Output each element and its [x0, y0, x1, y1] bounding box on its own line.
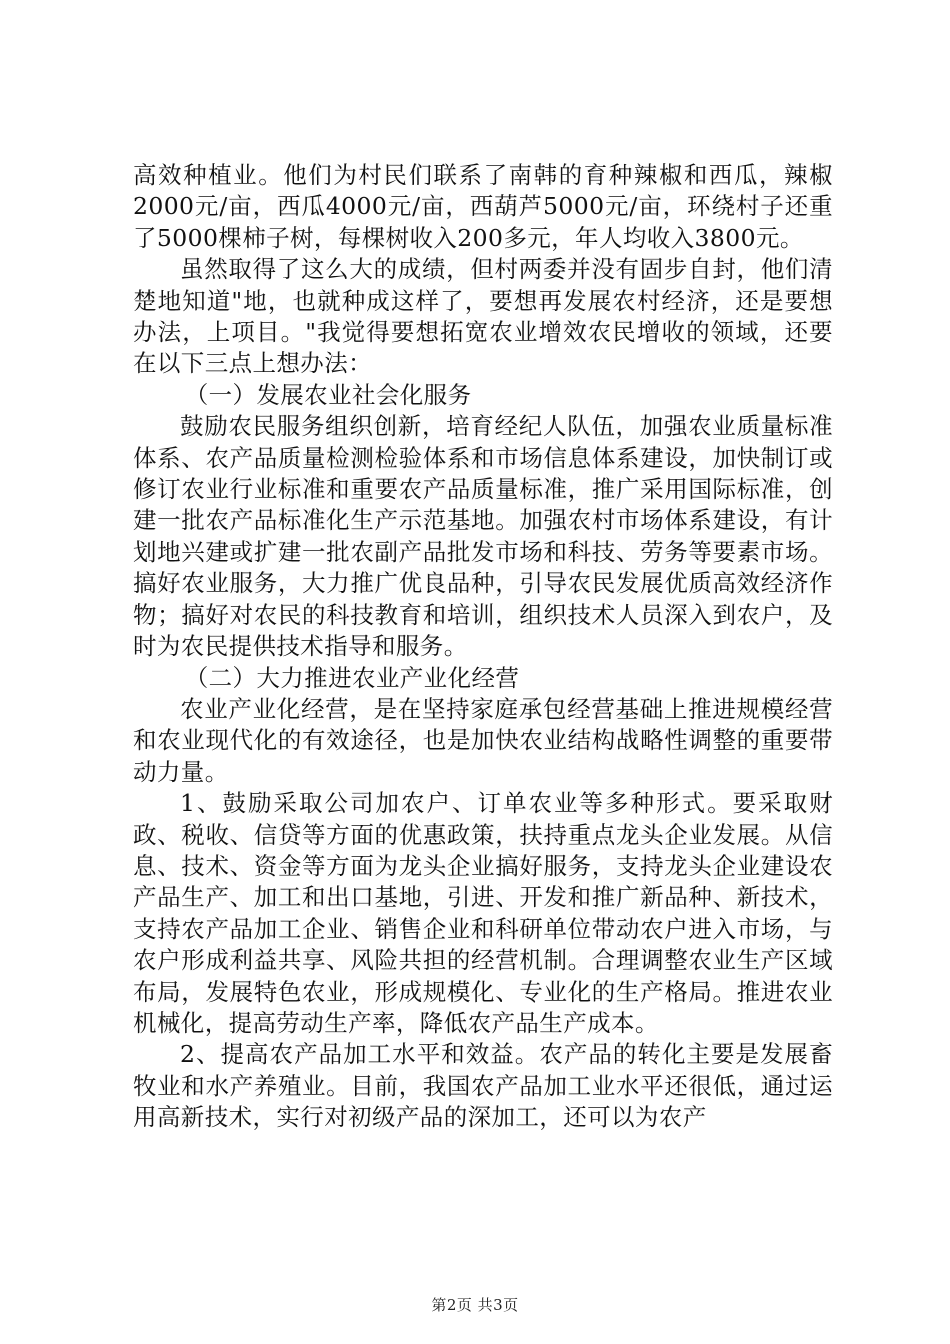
section-heading-2: （二）大力推进农业产业化经营 [184, 663, 520, 692]
paragraph-continuation: 高效种植业。他们为村民们联系了南韩的育种辣椒和西瓜，辣椒2000元/亩，西瓜4000元/亩，西葫芦5000元/亩，环绕村子还重了5000棵柿子树，每棵树收入200多元，年人均收入3800元。 [133, 161, 833, 252]
section-heading-1: （一）发展农业社会化服务 [184, 380, 472, 409]
page-number-footer: 第2页 共3页 [431, 1296, 519, 1314]
paragraph-industrialization: 农业产业化经营，是在坚持家庭承包经营基础上推进规模经营和农业现代化的有效途径，也是加快农业结构战略性调整的重要带动力量。 [133, 694, 833, 786]
document-body [133, 160, 833, 1134]
paragraph-item-2: 2、提高农产品加工水平和效益。农产品的转化主要是发展畜牧业和水产养殖业。目前，我国农产品加工业水平还很低，通过运用高新技术，实行对初级产品的深加工，还可以为农产 [133, 1040, 833, 1132]
paragraph-social-services: 鼓励农民服务组织创新，培育经纪人队伍，加强农业质量标准体系、农产品质量检测检验体系和市场信息体系建设，加快制订或修订农业行业标准和重要农产品质量标准，推广采用国际标准，创建一批农产品标准化生产示范基地。加强农村市场体系建设，有计划地兴建或扩建一批农副产品批发市场和科技、劳务等要素市场。搞好农业服务，大力推广优良品种，引导农民发展优质高效经济作物；搞好对农民的科技教育和培训，组织技术人员深入到农户，及时为农民提供技术指导和服务。 [133, 412, 833, 661]
paragraph-achievements: 虽然取得了这么大的成绩，但村两委并没有固步自封，他们清楚地知道"地，也就种成这样了，要想再发展农村经济，还是要想办法，上项目。"我觉得要想拓宽农业增效农民增收的领域，还要在以下三点上想办法： [133, 255, 833, 378]
paragraph-item-1: 1、鼓励采取公司加农户、订单农业等多种形式。要采取财政、税收、信贷等方面的优惠政策，扶持重点龙头企业发展。从信息、技术、资金等方面为龙头企业搞好服务，支持龙头企业建设农产品生产、加工和出口基地，引进、开发和推广新品种、新技术，支持农产品加工企业、销售企业和科研单位带动农户进入市场，与农户形成利益共享、风险共担的经营机制。合理调整农业生产区域布局，发展特色农业，形成规模化、专业化的生产格局。推进农业机械化，提高劳动生产率，降低农产品生产成本。 [133, 789, 833, 1037]
